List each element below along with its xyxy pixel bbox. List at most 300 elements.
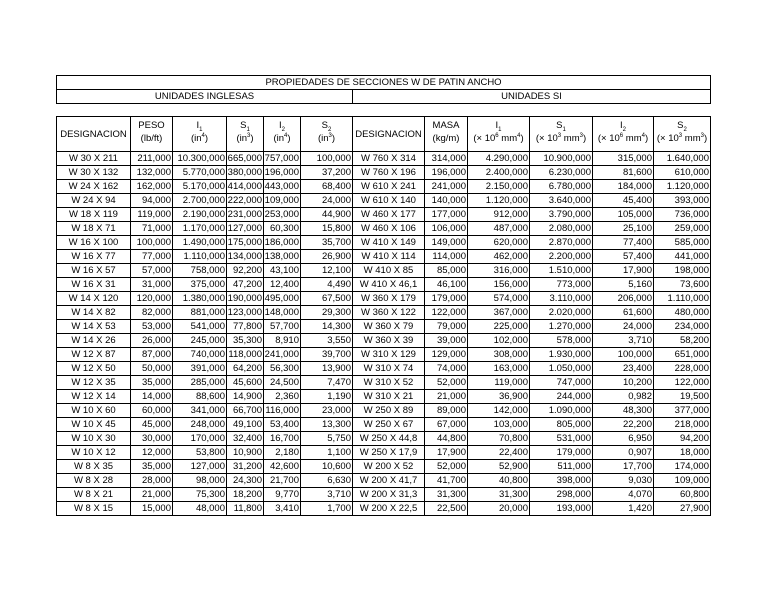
table-row xyxy=(57,166,711,180)
weight-cell: 87,000 xyxy=(131,348,173,362)
sy-si-cell: 1.120,000 xyxy=(654,180,711,194)
iy-si-cell: 24,000 xyxy=(593,320,654,334)
iy-si-cell: 81,600 xyxy=(593,166,654,180)
iy-si-cell: 23,400 xyxy=(593,362,654,376)
sx-en-cell: 123,000 xyxy=(227,307,262,318)
iy-si-cell: 5,160 xyxy=(593,278,654,292)
sx-si-cell: 3.790,000 xyxy=(530,208,593,222)
table-row xyxy=(57,502,711,516)
sx-si-cell: 511,000 xyxy=(530,460,593,474)
sx-header-si: $S_1$ (× $10^3$ $mm^3$) xyxy=(530,117,593,152)
designation-si-cell: W 760 X 314 xyxy=(353,152,425,166)
ix-si-cell: 462,000 xyxy=(468,250,530,264)
sx-si-cell: 10.900,000 xyxy=(530,152,593,166)
designation-header-si: DESIGNACION xyxy=(353,117,425,152)
weight-cell: 15,000 xyxy=(131,502,173,516)
ix-en-cell: 248,000 xyxy=(173,418,227,432)
sy-si-cell: 27,900 xyxy=(654,502,711,516)
sx-si-cell: 3.110,000 xyxy=(530,292,593,306)
sy-si-cell: 218,000 xyxy=(654,418,711,432)
sx-en-cell: 77,800 xyxy=(227,320,264,334)
sy-si-cell: 1.110,000 xyxy=(654,292,711,306)
ix-si-cell: 225,000 xyxy=(468,320,530,334)
sx-en-cell: 45,600 xyxy=(227,376,264,390)
ix-si-cell: 142,000 xyxy=(468,404,530,418)
ix-en-cell: 881,000 xyxy=(173,306,227,320)
sx-en-cell: 47,200 xyxy=(227,278,264,292)
weight-cell: 119,000 xyxy=(131,208,173,222)
iy-en-cell: 60,300 xyxy=(264,222,301,236)
designation-en-cell: W 30 X 211 xyxy=(57,152,131,166)
iy-en-cell: 9,770 xyxy=(264,488,301,502)
designation-en-cell: W 12 X 50 xyxy=(57,362,131,376)
designation-en-cell: W 12 X 87 xyxy=(57,348,131,362)
ix-si-cell: 20,000 xyxy=(468,502,530,516)
mass-cell: 196,000 xyxy=(425,166,468,180)
sy-si-cell: 377,000 xyxy=(654,404,711,418)
ix-si-cell: 119,000 xyxy=(468,376,530,390)
designation-en-cell: W 12 X 14 xyxy=(57,390,131,404)
sy-en-cell: 39,700 xyxy=(301,348,353,362)
ix-en-cell: 75,300 xyxy=(173,488,227,502)
sy-en-cell: 68,400 xyxy=(301,180,353,194)
mass-cell: 44,800 xyxy=(425,432,468,446)
ix-en-cell: 245,000 xyxy=(173,334,227,348)
iy-en-cell: 53,400 xyxy=(264,418,301,432)
sx-si-cell: 179,000 xyxy=(530,446,593,460)
weight-cell: 71,000 xyxy=(131,222,173,236)
ix-si-cell: 156,000 xyxy=(468,278,530,292)
ix-en-cell: 2.700,000 xyxy=(173,194,227,208)
mass-header xyxy=(425,117,468,152)
sy-en-cell: 26,900 xyxy=(301,250,353,264)
weight-cell: 57,000 xyxy=(131,264,173,278)
weight-cell: 53,000 xyxy=(131,320,173,334)
ix-si-cell: 22,400 xyxy=(468,446,530,460)
mass-label: MASA xyxy=(432,120,460,131)
sy-si-cell: 1.640,000 xyxy=(654,152,711,166)
iy-en-cell: 186,000 xyxy=(264,237,299,248)
sx-si-cell: 3.640,000 xyxy=(530,194,593,208)
weight-header xyxy=(131,117,173,152)
mass-cell: 114,000 xyxy=(425,250,468,264)
designation-si-cell: W 360 X 79 xyxy=(353,320,425,334)
table-row xyxy=(57,194,711,208)
iy-si-cell: 57,400 xyxy=(593,250,654,264)
sy-en-cell: 100,000 xyxy=(301,152,353,166)
ix-en-cell: 98,000 xyxy=(173,474,227,488)
sx-en-cell: 31,200 xyxy=(227,460,264,474)
designation-si-cell: W 310 X 74 xyxy=(353,362,425,376)
mass-cell: 41,700 xyxy=(425,474,468,488)
iy-si-cell: 206,000 xyxy=(593,292,654,306)
ix-en-cell: 127,000 xyxy=(173,460,227,474)
sy-si-cell: 610,000 xyxy=(654,166,711,180)
iy-header-en: $I_2$ $(in^4)$ xyxy=(264,117,301,152)
ix-si-cell: 36,900 xyxy=(468,390,530,404)
iy-en-cell: 56,300 xyxy=(264,362,301,376)
sx-en-cell: 118,000 xyxy=(228,349,262,360)
mass-cell: 140,000 xyxy=(425,194,468,208)
ix-en-cell: 10.300,000 xyxy=(173,152,227,166)
table-row xyxy=(57,222,711,236)
sy-si-cell: 198,000 xyxy=(654,264,711,278)
sy-en-cell: 1,100 xyxy=(301,446,353,460)
ix-si-cell: 52,900 xyxy=(468,460,530,474)
ix-si-cell: 31,300 xyxy=(468,488,530,502)
table-row xyxy=(57,460,711,474)
weight-cell: 77,000 xyxy=(131,250,173,264)
designation-si-cell: W 360 X 39 xyxy=(353,334,425,348)
sy-si-cell: 73,600 xyxy=(654,278,711,292)
ix-header-si: $I_1$ (× $10^6$ $mm^4$) xyxy=(468,117,530,152)
iy-en-cell: 241,000 xyxy=(264,349,299,360)
iy-si-cell: 45,400 xyxy=(593,194,654,208)
sy-si-cell: 19,500 xyxy=(654,390,711,404)
designation-si-cell: W 310 X 52 xyxy=(353,376,425,390)
mass-cell: 129,000 xyxy=(425,348,468,362)
sy-si-cell: 585,000 xyxy=(654,236,711,250)
sx-si-cell: 2.870,000 xyxy=(530,236,593,250)
sx-en-cell: 66,700 xyxy=(227,404,264,418)
weight-cell: 45,000 xyxy=(131,418,173,432)
designation-si-cell: W 200 X 41,7 xyxy=(353,474,425,488)
sx-si-cell: 193,000 xyxy=(530,502,593,516)
sx-en-cell: 24,300 xyxy=(227,474,264,488)
designation-en-cell: W 10 X 12 xyxy=(57,446,131,460)
table-row xyxy=(57,250,711,264)
sx-si-cell: 578,000 xyxy=(530,334,593,348)
title-table xyxy=(56,75,711,104)
ix-en-cell: 541,000 xyxy=(173,320,227,334)
units-si-header: UNIDADES SI xyxy=(353,90,711,104)
ix-si-cell: 70,800 xyxy=(468,432,530,446)
ix-en-cell: 391,000 xyxy=(173,362,227,376)
designation-en-cell: W 8 X 35 xyxy=(57,460,131,474)
iy-en-cell: 757,000 xyxy=(264,153,299,164)
sy-en-cell: 13,300 xyxy=(301,418,353,432)
ix-en-cell: 48,000 xyxy=(173,502,227,516)
weight-cell: 35,000 xyxy=(131,376,173,390)
designation-si-cell: W 250 X 67 xyxy=(353,418,425,432)
sy-si-cell: 94,200 xyxy=(654,432,711,446)
designation-si-cell: W 200 X 22,5 xyxy=(353,502,425,516)
designation-en-cell: W 16 X 100 xyxy=(57,236,131,250)
sy-en-cell: 15,800 xyxy=(301,222,353,236)
weight-cell: 30,000 xyxy=(131,432,173,446)
mass-cell: 149,000 xyxy=(425,236,468,250)
iy-si-cell: 9,030 xyxy=(593,474,654,488)
ix-en-cell: 53,800 xyxy=(173,446,227,460)
sx-si-cell: 773,000 xyxy=(530,278,593,292)
mass-unit: (kg/m) xyxy=(432,133,460,144)
weight-cell: 50,000 xyxy=(131,362,173,376)
sy-en-cell: 44,900 xyxy=(301,208,353,222)
designation-header-en: DESIGNACION xyxy=(57,117,131,152)
sy-si-cell: 58,200 xyxy=(654,334,711,348)
sy-si-cell: 441,000 xyxy=(654,250,711,264)
ix-en-cell: 758,000 xyxy=(173,264,227,278)
sx-en-cell: 35,300 xyxy=(227,334,264,348)
designation-en-cell: W 14 X 120 xyxy=(57,292,131,306)
iy-si-cell: 4,070 xyxy=(593,488,654,502)
iy-si-cell: 3,710 xyxy=(593,334,654,348)
weight-cell: 35,000 xyxy=(131,460,173,474)
ix-si-cell: 2.400,000 xyxy=(468,166,530,180)
designation-en-cell: W 10 X 30 xyxy=(57,432,131,446)
sx-si-cell: 2.080,000 xyxy=(530,222,593,236)
iy-si-cell: 100,000 xyxy=(593,348,654,362)
iy-en-cell: 21,700 xyxy=(264,474,301,488)
sx-si-cell: 747,000 xyxy=(530,376,593,390)
sy-si-cell: 122,000 xyxy=(654,376,711,390)
sy-si-cell: 651,000 xyxy=(654,348,711,362)
mass-cell: 52,000 xyxy=(425,460,468,474)
mass-cell: 177,000 xyxy=(425,208,468,222)
table-row xyxy=(57,446,711,460)
sy-en-cell: 7,470 xyxy=(301,376,353,390)
sy-en-cell: 12,100 xyxy=(301,264,353,278)
iy-en-cell: 43,100 xyxy=(264,264,301,278)
units-english-header: UNIDADES INGLESAS xyxy=(57,90,353,104)
mass-cell: 122,000 xyxy=(425,306,468,320)
designation-si-cell: W 360 X 179 xyxy=(353,292,425,306)
iy-si-cell: 0,982 xyxy=(593,390,654,404)
table-row xyxy=(57,362,711,376)
designation-en-cell: W 24 X 162 xyxy=(57,180,131,194)
weight-cell: 31,000 xyxy=(131,278,173,292)
sy-en-cell: 6,630 xyxy=(301,474,353,488)
table-row xyxy=(57,306,711,320)
sy-en-cell: 29,300 xyxy=(301,306,353,320)
ix-si-cell: 163,000 xyxy=(468,362,530,376)
iy-si-cell: 17,700 xyxy=(593,460,654,474)
iy-en-cell: 57,700 xyxy=(264,320,301,334)
ix-en-cell: 1.110,000 xyxy=(173,250,227,264)
iy-si-cell: 61,600 xyxy=(593,306,654,320)
sx-en-cell: 18,200 xyxy=(227,488,264,502)
sx-si-cell: 298,000 xyxy=(530,488,593,502)
sx-si-cell: 2.200,000 xyxy=(530,250,593,264)
designation-en-cell: W 14 X 82 xyxy=(57,306,131,320)
weight-cell: 28,000 xyxy=(131,474,173,488)
ix-en-cell: 88,600 xyxy=(173,390,227,404)
sy-si-cell: 228,000 xyxy=(654,362,711,376)
iy-si-cell: 77,400 xyxy=(593,236,654,250)
sx-header-en: $S_1$ $(in^3)$ xyxy=(227,117,264,152)
iy-en-cell: 16,700 xyxy=(264,432,301,446)
iy-en-cell: 116,000 xyxy=(265,405,299,416)
ix-si-cell: 316,000 xyxy=(468,264,530,278)
sx-si-cell: 1.270,000 xyxy=(530,320,593,334)
ix-en-cell: 1.170,000 xyxy=(173,222,227,236)
ix-si-cell: 4.290,000 xyxy=(468,152,530,166)
weight-cell: 162,000 xyxy=(131,180,173,194)
weight-cell: 26,000 xyxy=(131,334,173,348)
designation-si-cell: W 410 X 114 xyxy=(353,250,425,264)
designation-si-cell: W 200 X 52 xyxy=(353,460,425,474)
weight-cell: 100,000 xyxy=(131,236,173,250)
iy-si-cell: 0,907 xyxy=(593,446,654,460)
iy-en-cell: 138,000 xyxy=(264,251,299,262)
sx-si-cell: 6.230,000 xyxy=(530,166,593,180)
mass-cell: 85,000 xyxy=(425,264,468,278)
iy-en-cell: 2,360 xyxy=(264,390,301,404)
ix-en-cell: 5.170,000 xyxy=(173,180,227,194)
weight-cell: 211,000 xyxy=(131,152,173,166)
mass-cell: 74,000 xyxy=(425,362,468,376)
iy-si-cell: 315,000 xyxy=(593,152,654,166)
iy-si-cell: 6,950 xyxy=(593,432,654,446)
iy-header-si: $I_2$ (× $10^6$ $mm^4$) xyxy=(593,117,654,152)
sy-en-cell: 3,550 xyxy=(301,334,353,348)
sy-en-cell: 37,200 xyxy=(301,166,353,180)
iy-en-cell: 148,000 xyxy=(264,307,299,318)
ix-en-cell: 5.770,000 xyxy=(173,166,227,180)
table-row xyxy=(57,376,711,390)
sx-en-cell: 10,900 xyxy=(227,446,264,460)
sy-en-cell: 5,750 xyxy=(301,432,353,446)
table-row xyxy=(57,418,711,432)
ix-en-cell: 740,000 xyxy=(173,348,227,362)
designation-en-cell: W 12 X 35 xyxy=(57,376,131,390)
mass-cell: 52,000 xyxy=(425,376,468,390)
ix-si-cell: 912,000 xyxy=(468,208,530,222)
designation-en-cell: W 8 X 15 xyxy=(57,502,131,516)
iy-si-cell: 25,100 xyxy=(593,222,654,236)
ix-si-cell: 102,000 xyxy=(468,334,530,348)
designation-si-cell: W 250 X 44,8 xyxy=(353,432,425,446)
sx-en-cell: 92,200 xyxy=(227,264,264,278)
sx-en-cell: 134,000 xyxy=(227,251,262,262)
ix-en-cell: 1.490,000 xyxy=(173,236,227,250)
mass-cell: 22,500 xyxy=(425,502,468,516)
weight-cell: 94,000 xyxy=(131,194,173,208)
mass-cell: 17,900 xyxy=(425,446,468,460)
sy-en-cell: 24,000 xyxy=(301,194,353,208)
designation-en-cell: W 8 X 21 xyxy=(57,488,131,502)
sy-header-si: $S_2$ (× $10^3$ $mm^3$) xyxy=(654,117,711,152)
mass-cell: 314,000 xyxy=(425,152,468,166)
iy-si-cell: 17,900 xyxy=(593,264,654,278)
ix-en-cell: 341,000 xyxy=(173,404,227,418)
sx-si-cell: 1.930,000 xyxy=(530,348,593,362)
table-row xyxy=(57,180,711,194)
designation-si-cell: W 250 X 89 xyxy=(353,404,425,418)
weight-cell: 82,000 xyxy=(131,306,173,320)
table-row xyxy=(57,348,711,362)
table-row xyxy=(57,208,711,222)
sx-si-cell: 2.020,000 xyxy=(530,306,593,320)
sx-si-cell: 1.090,000 xyxy=(530,404,593,418)
table-row xyxy=(57,390,711,404)
sy-en-cell: 14,300 xyxy=(301,320,353,334)
sy-si-cell: 60,800 xyxy=(654,488,711,502)
table-row xyxy=(57,404,711,418)
designation-si-cell: W 460 X 106 xyxy=(353,222,425,236)
sx-en-cell: 64,200 xyxy=(227,362,264,376)
sy-en-cell: 10,600 xyxy=(301,460,353,474)
sy-si-cell: 393,000 xyxy=(654,194,711,208)
sy-si-cell: 18,000 xyxy=(654,446,711,460)
designation-si-cell: W 610 X 241 xyxy=(353,180,425,194)
table-row xyxy=(57,236,711,250)
designation-en-cell: W 10 X 60 xyxy=(57,404,131,418)
designation-si-cell: W 410 X 85 xyxy=(353,264,425,278)
designation-si-cell: W 360 X 122 xyxy=(353,306,425,320)
designation-en-cell: W 14 X 53 xyxy=(57,320,131,334)
sy-si-cell: 259,000 xyxy=(654,222,711,236)
ix-en-cell: 2.190,000 xyxy=(173,208,227,222)
mass-cell: 89,000 xyxy=(425,404,468,418)
table-row xyxy=(57,278,711,292)
iy-si-cell: 105,000 xyxy=(593,208,654,222)
sx-si-cell: 531,000 xyxy=(530,432,593,446)
designation-si-cell: W 410 X 149 xyxy=(353,236,425,250)
table-row xyxy=(57,152,711,166)
iy-si-cell: 48,300 xyxy=(593,404,654,418)
table-row xyxy=(57,488,711,502)
table-row xyxy=(57,320,711,334)
mass-cell: 67,000 xyxy=(425,418,468,432)
ix-en-cell: 285,000 xyxy=(173,376,227,390)
mass-cell: 179,000 xyxy=(425,292,468,306)
mass-cell: 39,000 xyxy=(425,334,468,348)
ix-si-cell: 487,000 xyxy=(468,222,530,236)
sy-en-cell: 1,700 xyxy=(301,502,353,516)
iy-en-cell: 2,180 xyxy=(264,446,301,460)
sx-en-cell: 231,000 xyxy=(227,209,262,220)
designation-si-cell: W 250 X 17,9 xyxy=(353,446,425,460)
ix-si-cell: 367,000 xyxy=(468,306,530,320)
iy-si-cell: 10,200 xyxy=(593,376,654,390)
designation-si-cell: W 200 X 31,3 xyxy=(353,488,425,502)
ix-si-cell: 574,000 xyxy=(468,292,530,306)
weight-cell: 120,000 xyxy=(131,292,173,306)
sx-en-cell: 414,000 xyxy=(227,181,262,192)
table-row xyxy=(57,292,711,306)
weight-label: PESO xyxy=(138,120,165,131)
sx-en-cell: 49,100 xyxy=(227,418,264,432)
table-title: PROPIEDADES DE SECCIONES W DE PATIN ANCHO xyxy=(57,76,711,90)
mass-cell: 79,000 xyxy=(425,320,468,334)
ix-si-cell: 40,800 xyxy=(468,474,530,488)
sx-en-cell: 665,000 xyxy=(227,153,262,164)
sx-si-cell: 805,000 xyxy=(530,418,593,432)
ix-en-cell: 1.380,000 xyxy=(173,292,227,306)
designation-en-cell: W 30 X 132 xyxy=(57,166,131,180)
iy-si-cell: 184,000 xyxy=(593,180,654,194)
table-row xyxy=(57,264,711,278)
iy-si-cell: 22,200 xyxy=(593,418,654,432)
sy-si-cell: 109,000 xyxy=(654,474,711,488)
sx-en-cell: 32,400 xyxy=(227,432,264,446)
iy-en-cell: 3,410 xyxy=(264,502,301,516)
mass-cell: 106,000 xyxy=(425,222,468,236)
sx-en-cell: 380,000 xyxy=(227,167,262,178)
sy-en-cell: 13,900 xyxy=(301,362,353,376)
ix-si-cell: 620,000 xyxy=(468,236,530,250)
mass-cell: 31,300 xyxy=(425,488,468,502)
sy-si-cell: 736,000 xyxy=(654,208,711,222)
sx-en-cell: 14,900 xyxy=(227,390,264,404)
sy-si-cell: 234,000 xyxy=(654,320,711,334)
table-row xyxy=(57,432,711,446)
sx-si-cell: 6.780,000 xyxy=(530,180,593,194)
mass-cell: 46,100 xyxy=(425,278,468,292)
sx-si-cell: 398,000 xyxy=(530,474,593,488)
ix-header-en: $I_1$ $(in^4)$ xyxy=(173,117,227,152)
